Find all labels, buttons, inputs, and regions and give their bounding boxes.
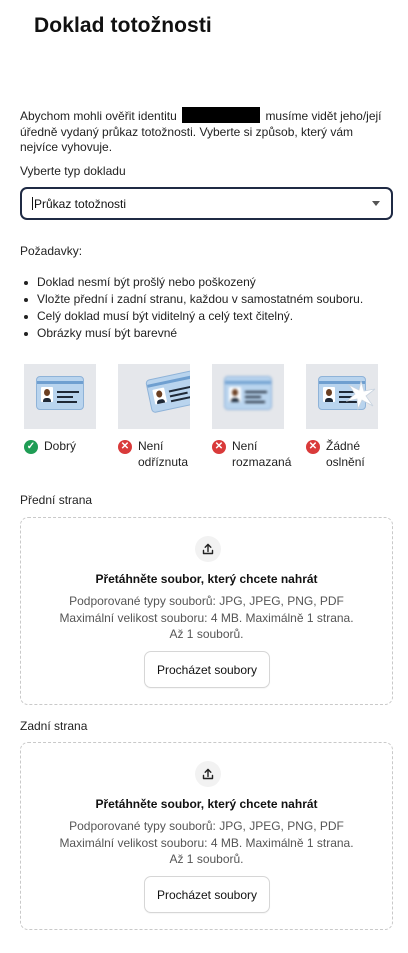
- id-card-image: [306, 364, 378, 429]
- check-circle-icon: ✓: [24, 440, 38, 454]
- front-side-label: Přední strana: [20, 493, 93, 507]
- example-caption: Žádné oslnění: [326, 439, 365, 469]
- example-blurred: [212, 364, 292, 470]
- requirement-item: Doklad nesmí být prošlý nebo poškozený: [20, 274, 392, 291]
- x-circle-icon: ✕: [212, 440, 226, 454]
- requirements-list: [20, 274, 392, 342]
- example-cropped: [118, 364, 190, 470]
- upload-icon: [195, 761, 221, 787]
- dropzone-info: [21, 593, 392, 643]
- intro-text: [20, 107, 392, 156]
- caret-down-icon: [372, 201, 380, 206]
- requirement-item: Obrázky musí být barevné: [20, 325, 392, 342]
- photo-examples: [24, 364, 390, 474]
- glare-icon: [346, 380, 376, 410]
- id-card-image: [118, 364, 190, 429]
- example-caption: Není rozmazaná: [232, 439, 292, 469]
- upload-icon: [195, 536, 221, 562]
- document-type-label: Vyberte typ dokladu: [20, 164, 126, 178]
- front-dropzone[interactable]: [20, 517, 393, 705]
- supported-types: Podporované typy souborů: JPG, JPEG, PNG, PDF: [69, 819, 344, 833]
- back-side-label: Zadní strana: [20, 719, 88, 733]
- max-files: Až 1 souborů.: [169, 852, 244, 866]
- requirement-item: Vložte přední i zadní stranu, každou v samostatném souboru.: [20, 291, 392, 308]
- text-cursor: [32, 197, 33, 210]
- back-dropzone[interactable]: [20, 742, 393, 930]
- max-size: Maximální velikost souboru: 4 MB. Maximálně 1 strana.: [59, 835, 354, 850]
- intro-text-start: Abychom mohli ověřit identitu: [20, 109, 177, 123]
- id-card-image: [212, 364, 284, 429]
- redacted-name: [182, 107, 260, 123]
- document-type-select[interactable]: [20, 187, 393, 220]
- dropzone-title: Přetáhněte soubor, který chcete nahrát: [95, 797, 318, 811]
- example-glare: [306, 364, 378, 470]
- supported-types: Podporované typy souborů: JPG, JPEG, PNG, PDF: [69, 594, 344, 608]
- requirements-title: Požadavky:: [20, 244, 83, 258]
- browse-files-button[interactable]: Procházet soubory: [144, 876, 270, 913]
- dropzone-info: [21, 818, 392, 868]
- intro-text-end: musíme vidět jeho/její úředně vydaný průkaz totožnosti. Vyberte si způsob, který vám nejvíce vyhovuje.: [20, 109, 382, 155]
- x-circle-icon: ✕: [118, 440, 132, 454]
- example-caption: Dobrý: [44, 439, 77, 453]
- document-type-value: Průkaz totožnosti: [34, 196, 127, 211]
- max-files: Až 1 souborů.: [169, 627, 244, 641]
- example-good: [24, 364, 96, 455]
- x-circle-icon: ✕: [306, 440, 320, 454]
- id-card-image: [24, 364, 96, 429]
- page-title: Doklad totožnosti: [34, 14, 212, 37]
- example-caption: Není odříznuta: [138, 439, 189, 469]
- max-size: Maximální velikost souboru: 4 MB. Maximálně 1 strana.: [59, 610, 354, 625]
- browse-files-button[interactable]: Procházet soubory: [144, 651, 270, 688]
- dropzone-title: Přetáhněte soubor, který chcete nahrát: [95, 572, 318, 586]
- requirement-item: Celý doklad musí být viditelný a celý text čitelný.: [20, 308, 392, 325]
